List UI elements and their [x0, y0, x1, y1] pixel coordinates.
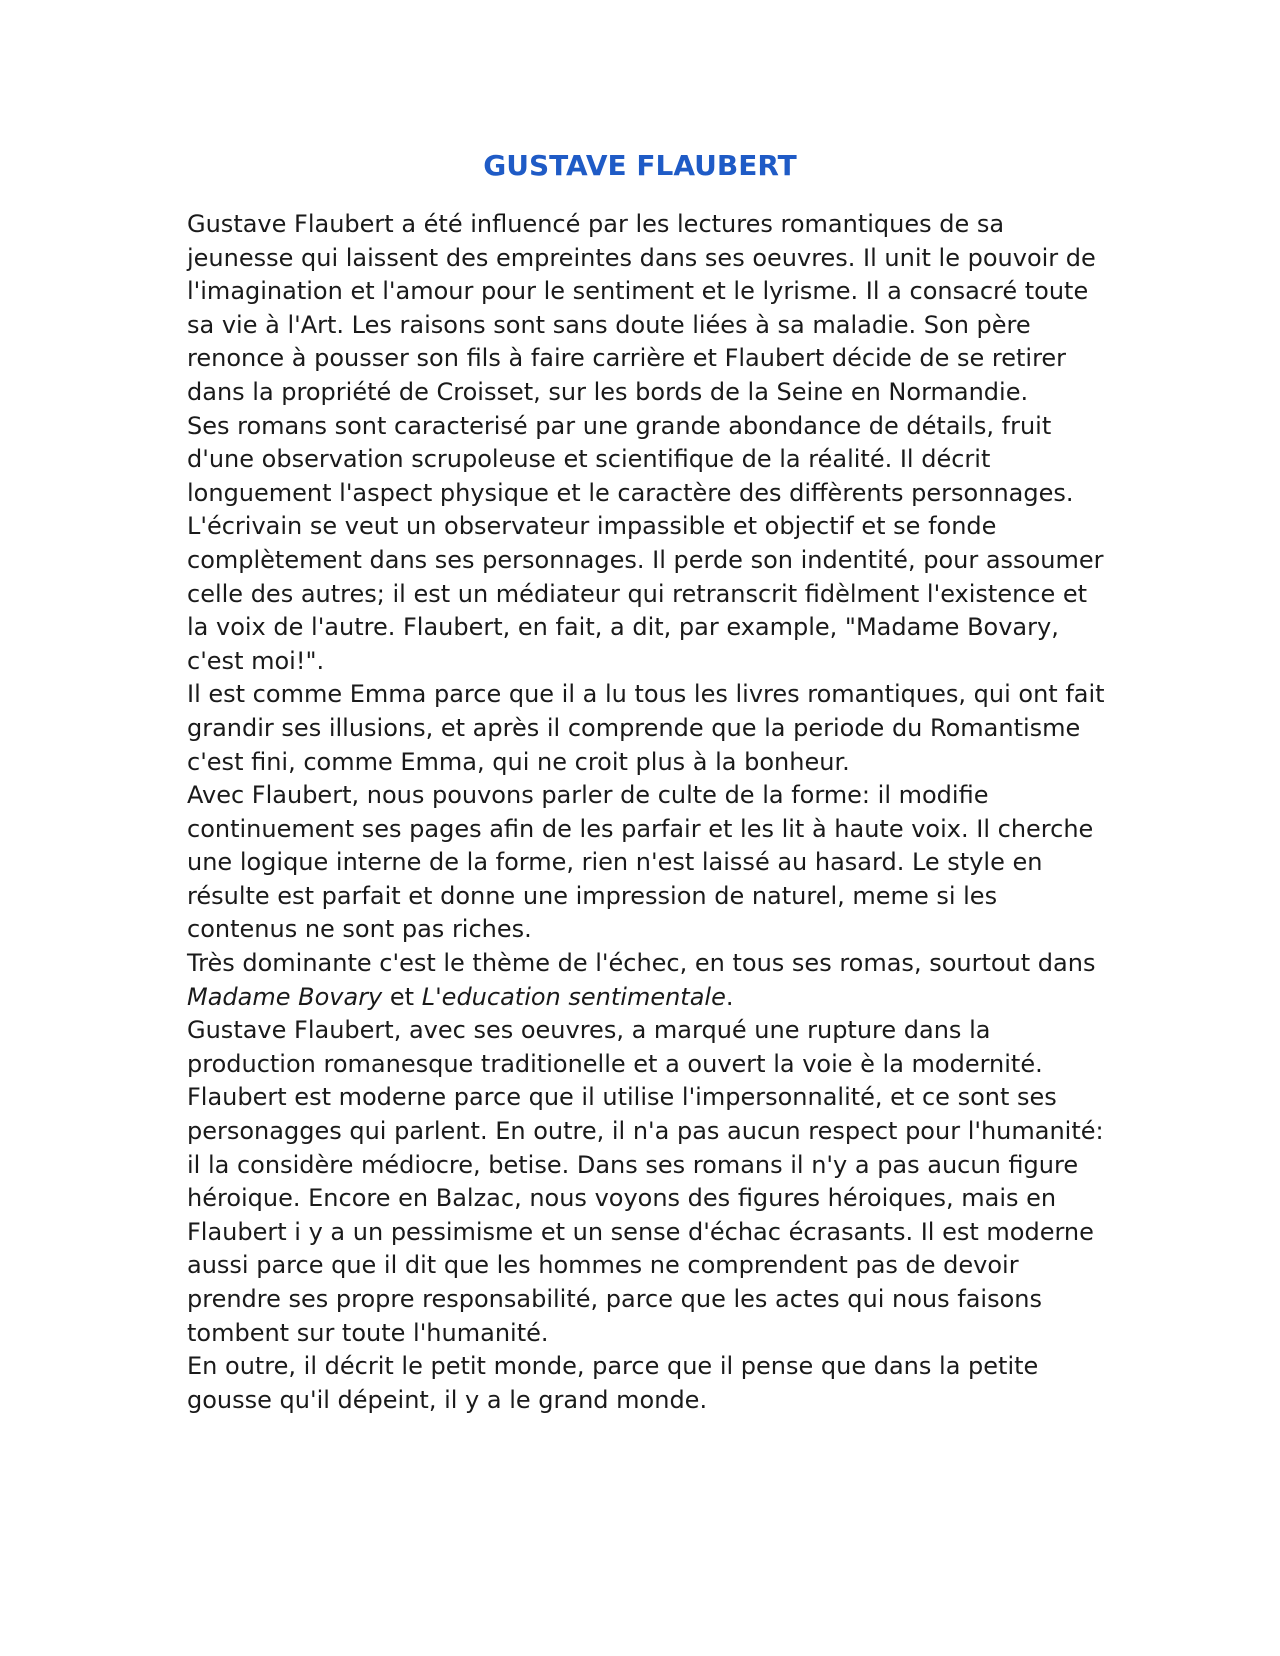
paragraph-5-text-before: Très dominante c'est le thème de l'échec, en tous ses romas, sourtout dans — [187, 949, 1096, 978]
book-title-education-sentimentale: L'education sentimentale — [421, 982, 726, 1011]
paragraph-6: Gustave Flaubert, avec ses oeuvres, a marqué une rupture dans la production romanesque traditionelle et a ouvert la voie è la modernité. Flaubert est moderne parce que il utilise l'impersonnalité, et ce sont ses personagges qui parlent. En outre, il n'a pas aucun respect pour l'humanité: il la considère médiocre, betise. Dans ses romans il n'y a pas aucun figure héroique. Encore en Balzac, nous voyons des figures héroiques, mais en Flaubert i y a un pessimisme et un sense d'échac écrasants. Il est moderne aussi parce que il dit que les hommes ne comprendent pas de devoir prendre ses propre responsabilité, parce que les actes qui nous faisons tombent sur toute l'humanité. — [187, 1016, 1104, 1347]
paragraph-7: En outre, il décrit le petit monde, parce que il pense que dans la petite gousse qu'il dépeint, il y a le grand monde. — [187, 1352, 1039, 1414]
document-body — [187, 208, 1107, 1417]
document-title: GUSTAVE FLAUBERT — [483, 149, 797, 182]
paragraph-3: Il est comme Emma parce que il a lu tous les livres romantiques, qui ont fait grandir ses illusions, et après il comprende que la periode du Romantisme c'est fini, comme Emma, qui ne croit plus à la bonheur. — [187, 680, 1105, 776]
book-title-madame-bovary: Madame Bovary — [187, 982, 383, 1011]
paragraph-2: Ses romans sont caracterisé par une grande abondance de détails, fruit d'une observation scrupoleuse et scientifique de la réalité. Il décrit longuement l'aspect physique et le caractère des diffèrents personnages. L'écrivain se veut un observateur impassible et objectif et se fonde complètement dans ses personnages. Il perde son indentité, pour assoumer celle des autres; il est un médiateur qui retranscrit fidèlment l'existence et la voix de l'autre. Flaubert, en fait, a dit, par example, "Madame Bovary, c'est moi!". — [187, 411, 1104, 675]
paragraph-4: Avec Flaubert, nous pouvons parler de culte de la forme: il modifie continuement ses pages afin de les parfair et les lit à haute voix. Il cherche une logique interne de la forme, rien n'est laissé au hasard. Le style en résulte est parfait et donne une impression de naturel, meme si les contenus ne sont pas riches. — [187, 781, 1094, 944]
paragraph-1: Gustave Flaubert a été influencé par les lectures romantiques de sa jeunesse qui laissent des empreintes dans ses oeuvres. Il unit le pouvoir de l'imagination et l'amour pour le sentiment et le lyrisme. Il a consacré toute sa vie à l'Art. Les raisons sont sans doute liées à sa maladie. Son père renonce à pousser son fils à faire carrière et Flaubert décide de se retirer dans la propriété de Croisset, sur les bords de la Seine en Normandie. — [187, 210, 1096, 406]
paragraph-5 — [187, 947, 1107, 1014]
paragraph-5-text-after: . — [725, 982, 734, 1011]
paragraph-5-text-middle: et — [382, 982, 422, 1011]
